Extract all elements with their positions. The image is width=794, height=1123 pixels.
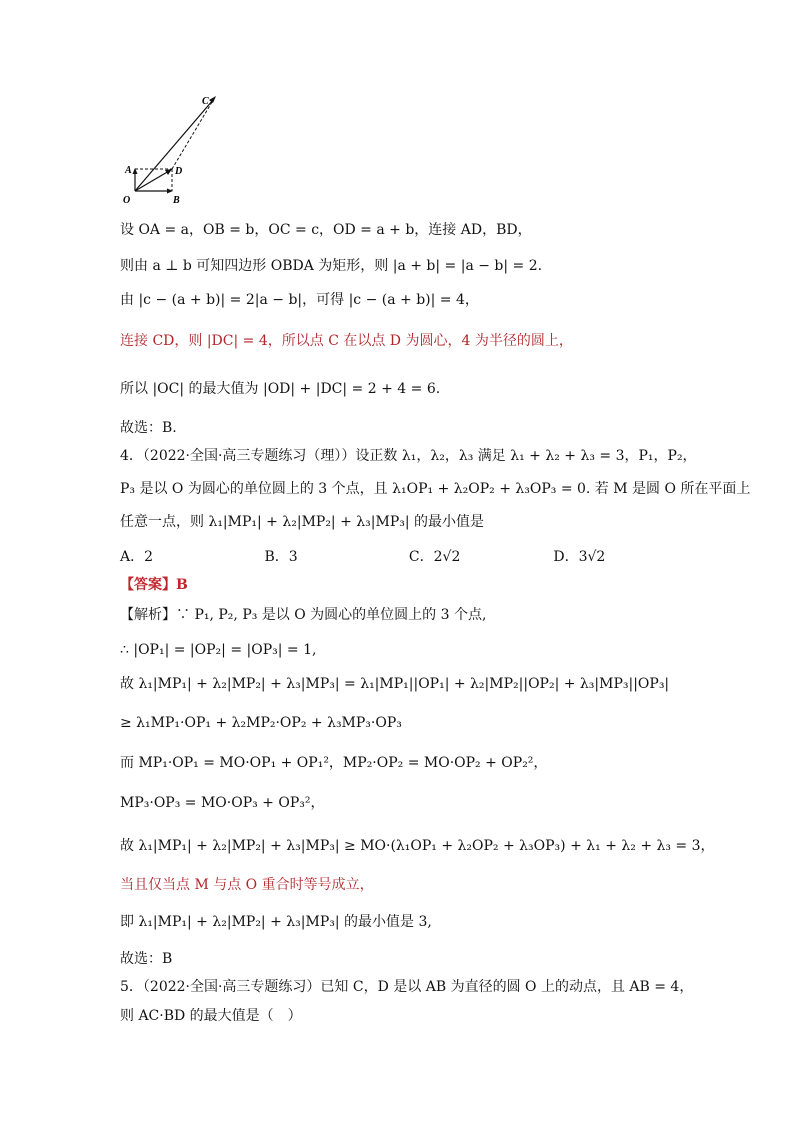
option-b: B．3: [264, 549, 298, 565]
solution-line: 当且仅当点 M 与点 O 重合时等号成立，: [120, 877, 374, 893]
vector-oc: [135, 100, 213, 191]
arrow-d: [165, 169, 172, 175]
question-4-line-1: 4．（2022·全国·高三专题练习（理））设正数 λ₁，λ₂，λ₃ 满足 λ₁ + λ₂ + λ₃ = 3，P₁，P₂，: [120, 448, 697, 464]
solution-line: 故选：B: [120, 951, 173, 967]
solution-line: MP₃·OP₃ = MO·OP₃ + OP₃²，: [120, 795, 325, 811]
label-c: C: [202, 96, 209, 107]
question-4-line-2: P₃ 是以 O 为圆心的单位圆上的 3 个点，且 λ₁OP₁ + λ₂OP₂ + λ₃OP₃ = 0. 若 M 是圆 O 所在平面上: [120, 481, 751, 497]
solution-line: 即 λ₁|MP₁| + λ₂|MP₂| + λ₃|MP₃| 的最小值是 3,: [120, 914, 432, 930]
text-line: 由 |c − (a + b)| = 2|a − b|，可得 |c − (a + b)| = 4，: [120, 292, 479, 308]
option-d: D．3√2: [553, 549, 606, 565]
solution-line: ≥ λ₁MP₁·OP₁ + λ₂MP₂·OP₂ + λ₃MP₃·OP₃: [120, 715, 402, 731]
solution-line: 【解析】∵ P₁, P₂, P₃ 是以 O 为圆心的单位圆上的 3 个点,: [120, 607, 487, 623]
answer-label: 【答案】B: [120, 577, 188, 593]
vector-od: [135, 171, 169, 191]
option-c: C．2√2: [408, 549, 461, 565]
text-line: 连接 CD，则 |DC| = 4，所以点 C 在以点 D 为圆心，4 为半径的圆上，: [120, 333, 573, 349]
answer-options: [120, 547, 605, 567]
text-line: 故选：B.: [120, 420, 177, 436]
solution-line: 而 MP₁·OP₁ = MO·OP₁ + OP₁²，MP₂·OP₂ = MO·OP₂ + OP₂²，: [120, 755, 548, 771]
label-o: O: [123, 195, 131, 206]
segment-dc: [172, 97, 215, 169]
arrow-c: [209, 96, 216, 103]
solution-line: 故 λ₁|MP₁| + λ₂|MP₂| + λ₃|MP₃| ≥ MO·(λ₁OP₁ + λ₂OP₂ + λ₃OP₃) + λ₁ + λ₂ + λ₃ = 3，: [120, 838, 715, 854]
text-line: 所以 |OC| 的最大值为 |OD| + |DC| = 2 + 4 = 6.: [120, 381, 441, 397]
text-line: 则由 a ⊥ b 可知四边形 OBDA 为矩形，则 |a + b| = |a − b| = 2.: [120, 258, 543, 274]
label-d: D: [175, 166, 183, 177]
question-5-line-2: 则 AC·BD 的最大值是（ ）: [120, 1008, 302, 1024]
vector-figure: [118, 92, 228, 207]
label-a: A: [125, 165, 132, 176]
solution-line: ∴ |OP₁| = |OP₂| = |OP₃| = 1,: [120, 642, 317, 658]
text-line: 设 OA = a，OB = b，OC = c，OD = a + b，连接 AD，BD，: [120, 222, 532, 238]
solution-line: 故 λ₁|MP₁| + λ₂|MP₂| + λ₃|MP₃| = λ₁|MP₁||OP₁| + λ₂|MP₂||OP₂| + λ₃|MP₃||OP₃|: [120, 676, 670, 692]
question-4-line-3: 任意一点，则 λ₁|MP₁| + λ₂|MP₂| + λ₃|MP₃| 的最小值是: [120, 514, 485, 530]
question-5-line-1: 5．（2022·全国·高三专题练习）已知 C，D 是以 AB 为直径的圆 O 上的动点，且 AB = 4，: [120, 979, 694, 995]
option-a: A．2: [120, 549, 154, 565]
label-b: B: [173, 195, 180, 206]
